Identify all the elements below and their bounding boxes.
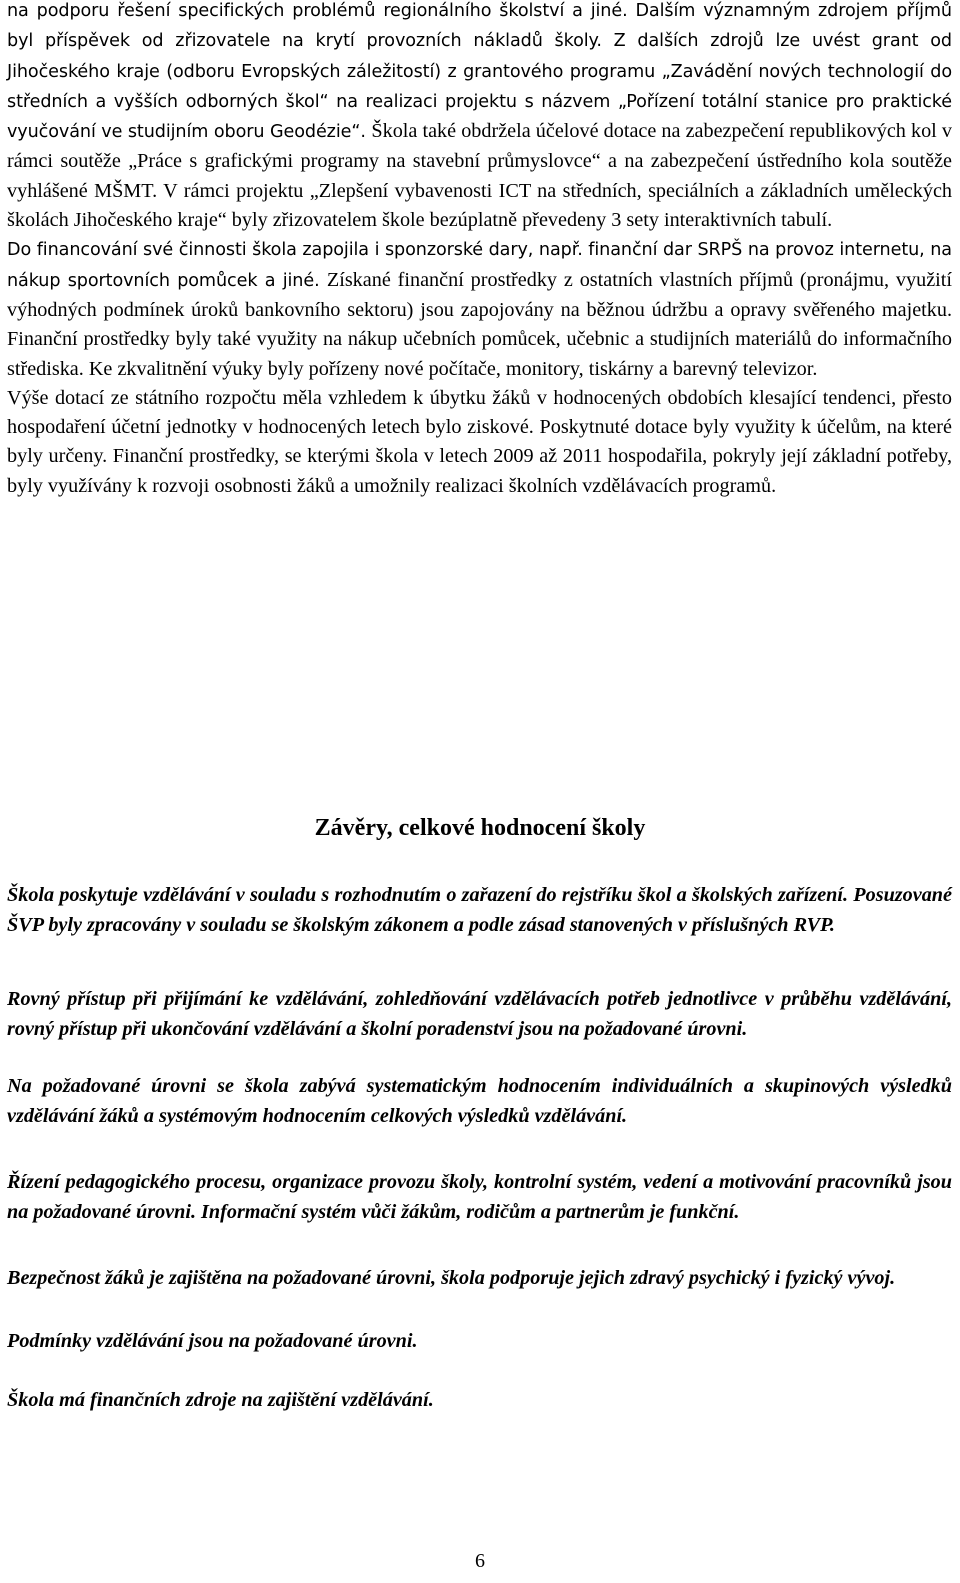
conclusion-item: Škola poskytuje vzdělávání v souladu s rozhodnutím o zařazení do rejstříku škol a školských zařízení. Posuzované ŠVP byly zpracovány v souladu se školským zákonem a podle zásad stanovených v příslušných RVP.: [7, 884, 952, 936]
paragraph-1-part-1: na podporu řešení specifických problémů regionálního školství a jiné. Dalším významným zdrojem příjmů byl příspěvek od zřizovatele na krytí provozních nákladů školy. Z dalších zdrojů lze uvést grant od Jihočeského kraje (odboru Evropských záležitostí) z grantového programu „Zavádění nových technologií do středních a vyšších odborných škol“ na realizaci projektu s názvem „Pořízení totální stanice pro praktické vyučování ve studijním oboru Geodézie“.: [7, 1, 952, 143]
conclusion-item: Řízení pedagogického procesu, organizace provozu školy, kontrolní systém, vedení a motivování pracovníků jsou na požadované úrovni. Informační systém vůči žákům, rodičům a partnerům je funkční.: [7, 1171, 952, 1223]
paragraph-2-part-1: Do financování své činnosti škola zapojila i sponzorské dary, např. finanční dar SRPŠ na provoz internetu, na nákup sportovních pomůcek a jiné.: [7, 240, 952, 291]
paragraph-2-part-2: Získané finanční prostředky z ostatních vlastních příjmů (pronájmu, využití výhodných podmínek úroků bankovního sektoru) jsou zapojovány na běžnou údržbu a opravy svěřeného majetku. Finanční prostředky byly také využity na nákup učebních pomůcek, učebnic a studijních materiálů do informačního střediska. Ke zkvalitnění výuky byly pořízeny nové počítače, monitory, tiskárny a barevný televizor.: [7, 268, 953, 380]
paragraph-1-part-2: Škola také obdržela účelové dotace na zabezpečení republikových kol v rámci soutěže „Práce s grafickými programy na stavební průmyslovce“ a na zabezpečení ústředního kola soutěže vyhlášené MŠMT. V rámci projektu „Zlepšení vybavenosti ICT na středních, speciálních a základních uměleckých školách Jihočeského kraje“ byly zřizovatelem škole bezúplatně převedeny 3 sety interaktivních tabulí.: [7, 120, 952, 232]
conclusion-item: Bezpečnost žáků je zajištěna na požadované úrovni, škola podporuje jejich zdravý psychický i fyzický vývoj.: [7, 1267, 896, 1289]
page-number: 6: [475, 1550, 485, 1572]
body-text-block: [7, 0, 952, 501]
conclusion-item: Na požadované úrovni se škola zabývá systematickým hodnocením individuálních a skupinových výsledků vzdělávání žáků a systémovým hodnocením celkových výsledků vzdělávání.: [7, 1075, 952, 1127]
section-heading: Závěry, celkové hodnocení školy: [314, 815, 646, 841]
paragraph-3: Výše dotací ze státního rozpočtu měla vzhledem k úbytku žáků v hodnocených obdobích klesající tendenci, přesto hospodaření účetní jednotky v hodnocených letech bylo ziskové. Poskytnuté dotace byly využity k účelům, na které byly určeny. Finanční prostředky, se kterými škola v letech 2009 až 2011 hospodařila, pokryly její základní potřeby, byly využívány k rozvoji osobnosti žáků a umožnily realizaci školních vzdělávacích programů.: [7, 386, 952, 497]
conclusion-item: Podmínky vzdělávání jsou na požadované úrovni.: [7, 1330, 418, 1352]
conclusion-item: Rovný přístup při přijímání ke vzdělávání, zohledňování vzdělávacích potřeb jednotlivce v průběhu vzdělávání, rovný přístup při ukončování vzdělávání a školní poradenství jsou na požadované úrovni.: [7, 988, 952, 1040]
conclusion-item: Škola má finančních zdroje na zajištění vzdělávání.: [7, 1389, 434, 1411]
